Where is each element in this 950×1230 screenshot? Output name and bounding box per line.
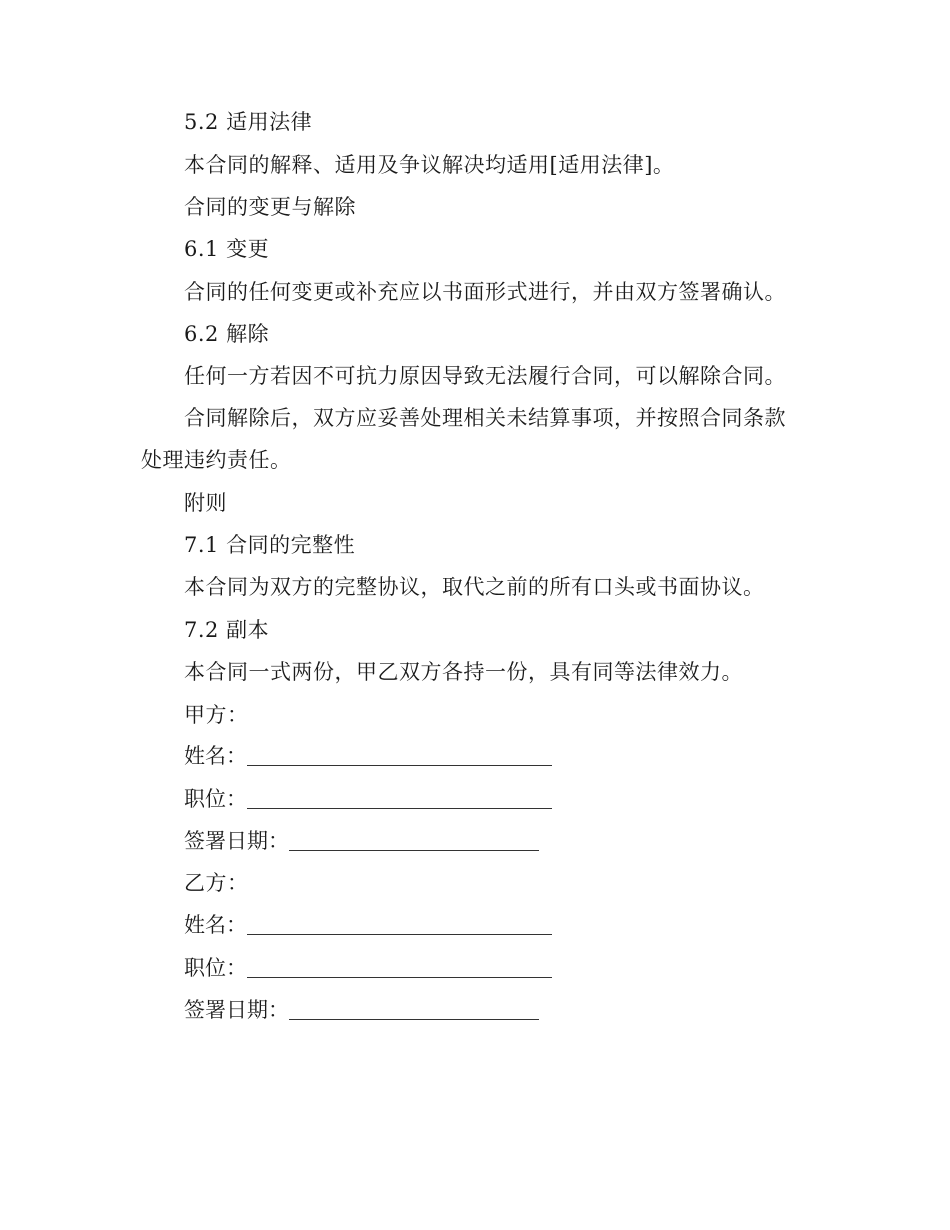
section-6-2-body-2-line1: 合同解除后，双方应妥善处理相关未结算事项，并按照合同条款 — [184, 406, 786, 430]
party-a-date-blank[interactable] — [289, 830, 539, 851]
section-7-1-body: 本合同为双方的完整协议，取代之前的所有口头或书面协议。 — [184, 575, 765, 599]
party-a-name-row — [184, 742, 552, 770]
section-7-2-heading: 7.2 副本 — [184, 618, 270, 642]
section-7-2-body: 本合同一式两份，甲乙双方各持一份，具有同等法律效力。 — [184, 660, 743, 684]
party-b-position-row — [184, 954, 552, 982]
party-b-date-label: 签署日期： — [184, 998, 289, 1022]
party-b-date-blank[interactable] — [289, 999, 539, 1020]
section-6-1-body: 合同的任何变更或补充应以书面形式进行，并由双方签署确认。 — [184, 280, 786, 304]
party-a-name-label: 姓名： — [184, 744, 247, 768]
section-5-2-heading: 5.2 适用法律 — [184, 110, 313, 134]
party-b-position-label: 职位： — [184, 956, 247, 980]
party-a-position-label: 职位： — [184, 787, 247, 811]
party-b-date-row — [184, 996, 539, 1024]
party-b-position-blank[interactable] — [247, 957, 552, 978]
section-7-1-heading: 7.1 合同的完整性 — [184, 533, 356, 557]
party-a-date-row — [184, 827, 539, 855]
party-b-name-blank[interactable] — [247, 914, 552, 935]
party-b-name-row — [184, 911, 552, 939]
party-a-date-label: 签署日期： — [184, 829, 289, 853]
party-a-label: 甲方： — [184, 703, 249, 727]
section-5-2-body: 本合同的解释、适用及争议解决均适用[适用法律]。 — [184, 153, 675, 177]
party-b-name-label: 姓名： — [184, 913, 247, 937]
chapter-6-heading: 合同的变更与解除 — [184, 195, 356, 219]
section-6-1-heading: 6.1 变更 — [184, 237, 270, 261]
section-6-2-body-1: 任何一方若因不可抗力原因导致无法履行合同，可以解除合同。 — [184, 364, 786, 388]
party-a-position-row — [184, 785, 552, 813]
chapter-7-heading: 附则 — [184, 491, 227, 515]
party-b-label: 乙方： — [184, 871, 249, 895]
section-6-2-heading: 6.2 解除 — [184, 322, 270, 346]
party-a-name-blank[interactable] — [247, 745, 552, 766]
section-6-2-body-2-line2: 处理违约责任。 — [141, 448, 292, 472]
party-a-position-blank[interactable] — [247, 788, 552, 809]
